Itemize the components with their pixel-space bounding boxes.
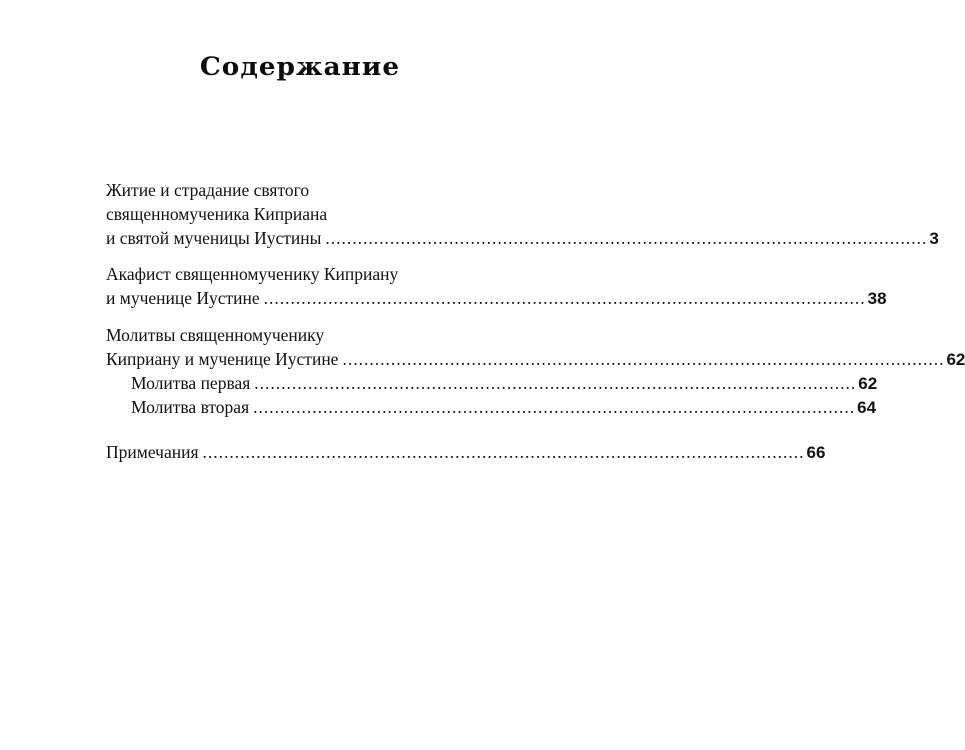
dot-leader: ................................................................................................................ [202, 442, 805, 462]
toc-entry-text: Киприану и мученице Иустине [106, 349, 339, 369]
toc-entry-text: Молитва первая [131, 373, 251, 393]
page-number: 3 [929, 229, 939, 248]
toc-entry-last-line [106, 286, 887, 310]
toc-entry-last-line [106, 347, 965, 371]
toc-entry-text-line: Акафист священномученику Киприану [106, 264, 399, 284]
toc-entry-text-line: Житие и страдание святого [106, 180, 310, 200]
toc-subentry-molitva-vtoraya [106, 395, 877, 419]
toc-entry-text: Примечания [106, 442, 199, 462]
dot-leader: ................................................................................................................ [263, 288, 866, 308]
dot-leader: ................................................................................................................ [325, 228, 928, 248]
page-number: 38 [867, 289, 887, 308]
toc-entry-text-line: священномученика Киприана [106, 204, 328, 224]
toc-subentry-molitva-pervaya [106, 371, 878, 395]
page-number: 64 [857, 398, 877, 417]
toc-entry-primechaniya [106, 440, 826, 464]
toc-entry-last-line [106, 226, 939, 250]
toc-entry-text: и святой мученицы Иустины [106, 228, 322, 248]
toc-entry-molitvy [106, 323, 965, 419]
page-number: 66 [806, 443, 826, 462]
dot-leader: ................................................................................................................ [342, 349, 945, 369]
dot-leader: ................................................................................................................ [253, 397, 856, 417]
toc-entry-text: и мученице Иустине [106, 288, 260, 308]
toc-entry-zhitie [106, 178, 939, 250]
dot-leader: ................................................................................................................ [254, 373, 857, 393]
toc-entry-akafist [106, 262, 887, 310]
page-number: 62 [858, 374, 878, 393]
toc-entry-text: Молитва вторая [131, 397, 250, 417]
toc-entry-text-line: Молитвы священномученику [106, 325, 325, 345]
toc-entry-last-line [106, 440, 826, 464]
page-number: 62 [946, 350, 965, 369]
page-title: Содержание [199, 52, 401, 81]
